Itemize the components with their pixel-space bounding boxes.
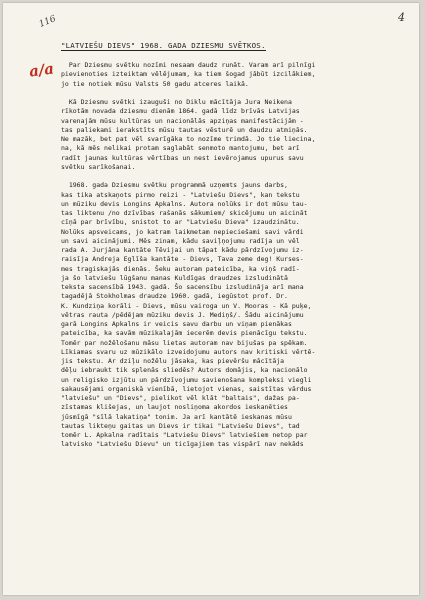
text-line: dēļu iebraukt tik splenās sliedēs? Autors domājis, ka nacionālo [61, 366, 308, 375]
text-line: jis tekstu. Ar dziļu nožēlu jāsaka, kas pievēršu mācītāja [61, 357, 285, 365]
document-body [61, 61, 413, 459]
text-line: rada A. Jurjāna kantāte Tēvijai un tāpat kādu pārdzīvojumu iz- [61, 246, 304, 254]
text-line: kas tika atskaņots pirmo reizi - "Latviešu Dievs", kan tekstu [61, 190, 300, 199]
margin-note: a/a [27, 59, 56, 81]
text-line: mes tragiskajās dienās. Šeku autoram pateicība, ka viņš radī- [61, 264, 300, 273]
page-number: 4 [398, 11, 405, 24]
text-line: Kā Dziesmu svētki izauguši no Diklu mācītāja Jura Neikena [61, 98, 292, 106]
text-line: 1968. gada Dziesmu svētku programmā uzņemts jauns darbs, [61, 181, 288, 190]
text-line: ja šo latviešu lūgšanu manas Kuldīgas draudzes izsludinātā [61, 273, 288, 282]
text-line: zīstamas klišejas, un laujot nosliņoma akordos ieskanēties [61, 403, 288, 412]
text-line: tautas likteņu gaitas un Dievs ir tikai "Latviešu Dievs", tad [61, 421, 300, 430]
document-page [3, 3, 419, 595]
text-line: varenajām mūsu kultūras un nacionālās apziņas manifestācijām - [61, 116, 304, 125]
text-line: tomēr L. Apkalna radītais "Latviešu Dievs" latviešiem netop par [61, 431, 308, 439]
text-line: na, kā mēs nelikai protam saglabāt senmoto mantojumu, bet arī [61, 144, 300, 153]
text-line: Ne mazāk, bet pat vēl svarīgāka to nozīme trimdā. Jo tie liecina, [61, 135, 316, 143]
text-line: latvisko "Latviešu Dievu" un ticīgajiem tas vispārī nav nekāds [61, 440, 304, 449]
text-line: jo tie notiek mūsu Valsts 50 gadu atceres laikā. [61, 79, 249, 88]
text-line: radīt jaunas kultūras vērtības un nest ievērojamus upurus savu [61, 153, 304, 162]
text-line: Līkiamas svaru uz mūzikālo izveidojumu autors nav kritiski vērtē- [61, 347, 316, 356]
text-line: un mūziku devis Longins Apkalns. Autora nolūks ir dot mūsu tau- [61, 199, 308, 208]
text-line: Nolūks apsveicams, jo katram laikmetam nepieciešami savi vārdi [61, 227, 304, 236]
paragraph [61, 61, 413, 89]
text-line: jūsmīgā "sīlā lakatiņa" tonim. Ja arī kantātē ieskanas mūsu [61, 412, 292, 421]
text-line: tas paliekami ierakstīts mūsu tautas vēsturē un daudzu atmiņās. [61, 125, 308, 134]
text-line: un savi aicinājumi. Mēs zinam, kādu saviļņojumu radīja un vēl [61, 236, 300, 245]
text-line: un religisko izjūtu un pārdzīvojumu savienošana kompleksi viegli [61, 375, 312, 384]
text-line: sakausējami organiskā vienībā, lietojot vienas, saistītas vārdus [61, 384, 312, 393]
text-line: svētku sarīkošanai. [61, 162, 136, 171]
title-rest: 1968. GADA DZIESMU SVĒTKOS. [135, 41, 266, 50]
text-line: tas liktenu /no dzīvības rašanās sākumiem/ skicējumu un aicināt [61, 209, 308, 217]
title-quoted: "LATVIEŠU DIEVS" [61, 41, 136, 50]
text-line: K. Kundziņa korāli - Dievs, mūsu vairoga un V. Mooras - Kā puķe, [61, 301, 312, 310]
text-line: cīņā par brīvību, snistot to ar "Latviešu Dieva" izaudzinātu. [61, 218, 300, 227]
text-line: "latviešu" un "Dievs", pielikot vēl klāt "baltais", dažas pa- [61, 394, 300, 402]
paragraph [61, 98, 413, 172]
text-line: pateicība, ka savām mūzikalajām iecerēm devis pienācīgu tekstu. [61, 329, 308, 338]
text-line: Par Dziesmu svētku nozīmi nesaam daudz runāt. Varam arī pilnīgi [61, 61, 316, 69]
document-title [61, 41, 411, 50]
paragraph [61, 181, 413, 449]
archive-mark: 116 [37, 14, 58, 30]
text-line: garā Longins Apkalns ir veicis savu darbu un viņam pienākas [61, 320, 292, 328]
text-line: raisīja Andreja Eglīša kantāte - Dievs, Tava zeme deg! Kurses- [61, 255, 304, 264]
text-line: Tomēr par nožēlošanu māsu lietas autoram nav bijušas pa spēkam. [61, 338, 308, 347]
text-line: pievienoties izteiktam vēlējumam, ka tiem šogad jābūt izcilākiem, [61, 70, 316, 79]
text-line: teksta sacensībā 1943. gadā. Šo sacensību izsludināja arī mana [61, 283, 304, 291]
text-line: vētras rauta /pēdējam mūziku devis J. Mediņš/. Šādu aicinājumu [61, 310, 304, 319]
text-line: rīkotām novada dziesmu dienām 1864. gadā līdz brīvās Latvijas [61, 107, 300, 116]
text-line: tagadējā Stokholmas draudze 1960. gadā, iegūstot prof. Dr. [61, 292, 288, 301]
